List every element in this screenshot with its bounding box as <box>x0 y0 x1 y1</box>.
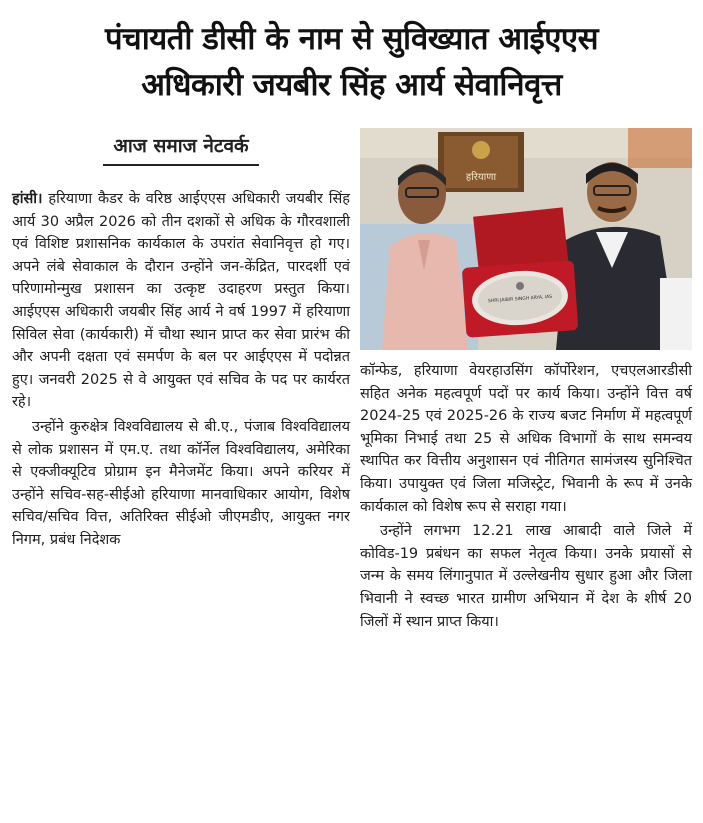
article-paragraph: कॉन्फेड, हरियाणा वेयरहाउसिंग कॉर्पोरेशन, एचएलआरडीसी सहित अनेक महत्वपूर्ण पदों पर कार्य किया। उन्होंने वित्त वर्ष 2024-25 एवं 2025-26 के राज्य बजट निर्माण में महत्वपूर्ण भूमिका निभाई तथा 25 से अधिक विभागों के साथ समन्वय स्थापित कर वित्तीय अनुशासन एवं नीतिगत सामंजस्य सुनिश्चित किया। उपायुक्त एवं जिला मजिस्ट्रेट, भिवानी के रूप में उनके कार्यकाल को विशेष रूप से सराहा गया। <box>360 363 692 515</box>
article-paragraph: उन्होंने कुरुक्षेत्र विश्वविद्यालय से बी.ए., पंजाब विश्वविद्यालय से लोक प्रशासन में एम.ए. तथा कॉर्नेल विश्वविद्यालय, अमेरिका से एक्जीक्यूटिव प्रोग्राम इन मैनेजमेंट किया। अपने करियर में उन्होंने सचिव-सह-सीईओ हरियाणा मानवाधिकार आयोग, विशेष सचिव/सचिव वित्त, अतिरिक्त सीईओ जीएमडीए, आयुक्त नगर निगम, प्रबंध निदेशक <box>12 418 350 548</box>
article-column-right <box>360 360 692 635</box>
news-photo <box>360 128 692 350</box>
article-paragraph: उन्होंने लगभग 12.21 लाख आबादी वाले जिले में कोविड-19 प्रबंधन का सफल नेतृत्व किया। उनके प्रयासों से जन्म के समय लिंगानुपात में उल्लेखनीय सुधार हुआ और जिला भिवानी ने स्वच्छ भारत ग्रामीण अभियान में देश के शीर्ष 20 जिलों में स्थान प्राप्त किया। <box>360 523 692 630</box>
dateline: हांसी। <box>12 191 43 207</box>
byline-container <box>12 132 350 166</box>
byline: आज समाज नेटवर्क <box>103 132 258 166</box>
article-column-left <box>12 188 350 554</box>
plaque-text: SHRI JAIBIR SINGH ARYA, IAS <box>487 294 553 305</box>
article-paragraph <box>12 188 350 414</box>
headline <box>0 16 703 108</box>
headline-line-2: अधिकारी जयबीर सिंह आर्य सेवानिवृत्त <box>141 67 562 103</box>
emblem-icon <box>472 141 490 159</box>
award-plaque <box>462 207 579 337</box>
headline-line-1: पंचायती डीसी के नाम से सुविख्यात आईएएस <box>104 21 599 57</box>
article-text: हरियाणा कैडर के वरिष्ठ आईएएस अधिकारी जयबीर सिंह आर्य 30 अप्रैल 2026 को तीन दशकों से अधिक के गौरवशाली एवं विशिष्ट प्रशासनिक कार्यकाल के उपरांत सेवानिवृत्त हो गए। अपने लंबे सेवाकाल के दौरान उन्होंने जन-केंद्रित, पारदर्शी एवं परिणामोन्मुख प्रशासन का उत्कृष्ट उदाहरण प्रस्तुत किया। आईएएस अधिकारी जयबीर सिंह आर्य ने वर्ष 1997 में हरियाणा सिविल सेवा (कार्यकारी) में चौथा स्थान प्राप्त कर सेवा प्रारंभ की और अपनी दक्षता एवं समर्पण के बल पर आईएएस में पदोन्नत हुए। जनवरी 2025 से वे आयुक्त एवं सचिव के पद पर कार्यरत रहे। <box>12 191 350 411</box>
wall-sign: हरियाणा <box>465 172 497 183</box>
